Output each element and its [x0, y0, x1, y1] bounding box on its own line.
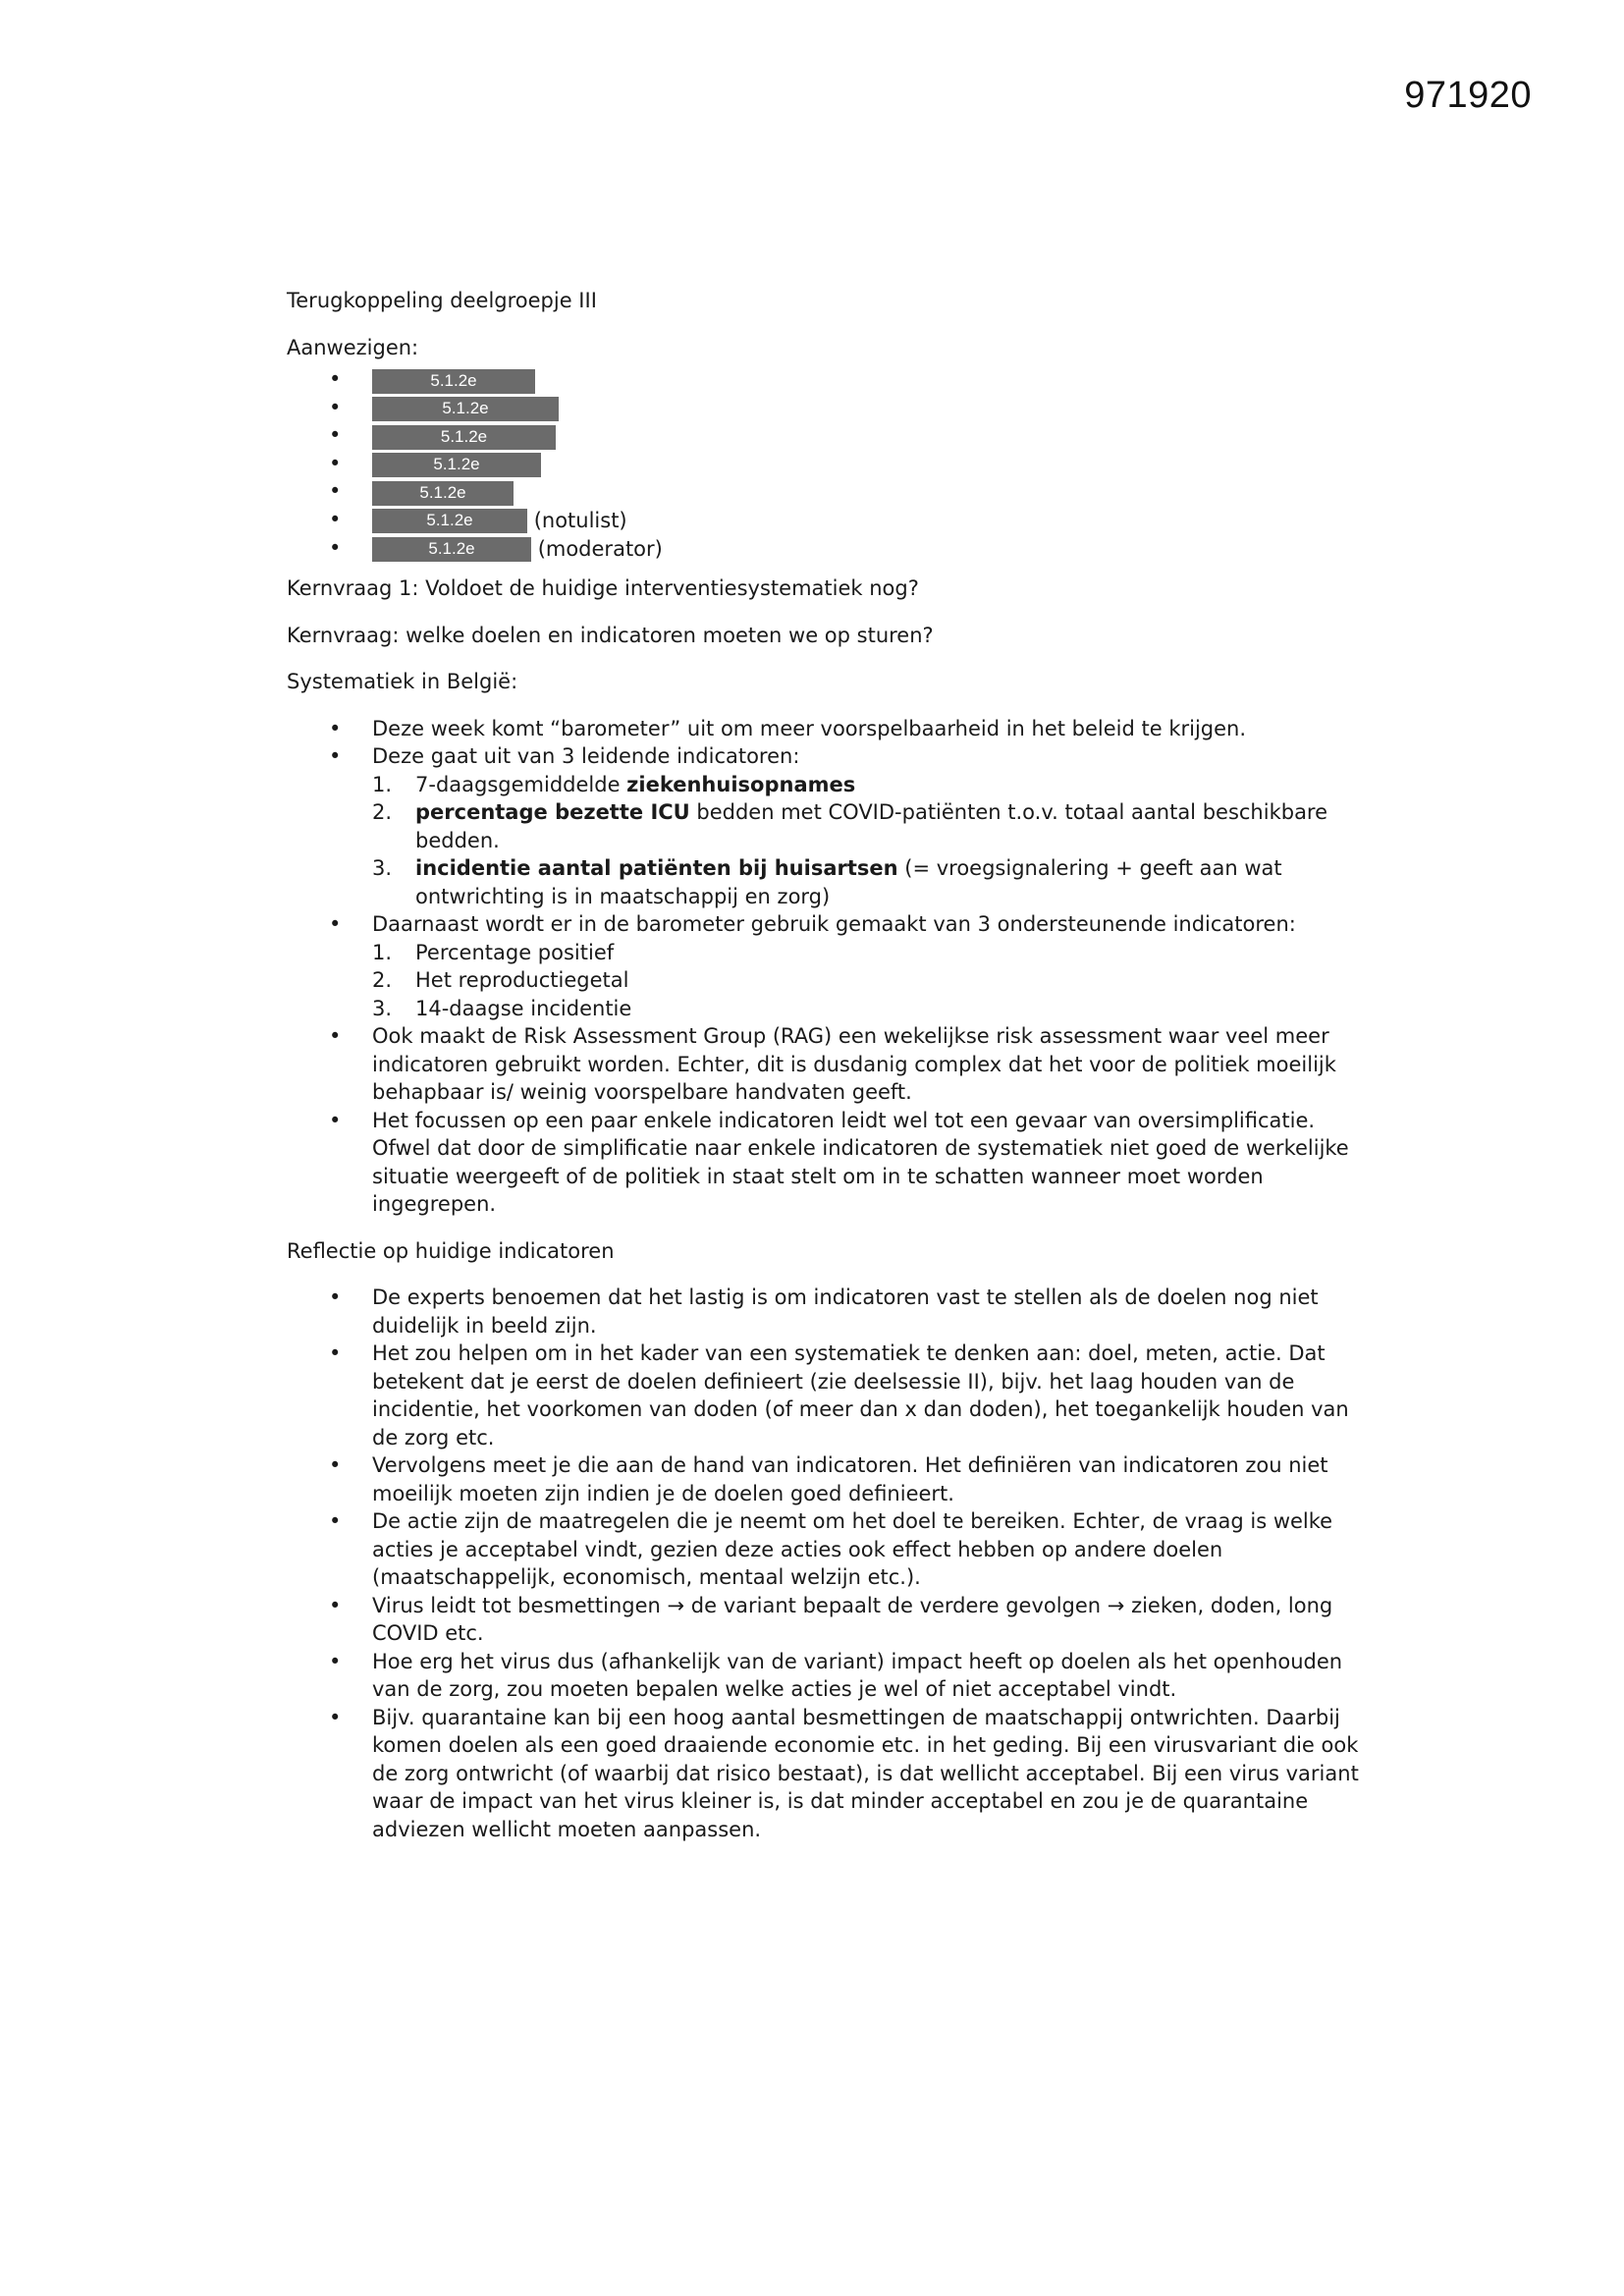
numbered-item: [372, 771, 1367, 799]
reflectie-heading: Reflectie op huidige indicatoren: [287, 1238, 615, 1263]
kernvraag-2: Kernvraag: welke doelen en indicatoren moeten we op sturen?: [287, 623, 934, 647]
attendee-item: [287, 365, 1367, 394]
attendee-role: (notulist): [533, 508, 627, 532]
item-number: 1.: [372, 940, 393, 964]
list-item: • Het zou helpen om in het kader van een systematiek te denken aan: doel, meten, actie. Dat betekent dat je eerst de doelen definieert (zie deelsessie II), bijv. het laag houden van de incidentie, het voorkomen van doden (of meer dan x dan doden), het toegankelijk houden van de zorg etc.: [287, 1339, 1367, 1451]
item-text: bedden met COVID-patiënten t.o.v. totaal aantal beschikbare bedden.: [415, 800, 1328, 852]
list-item-text: Deze gaat uit van 3 leidende indicatoren:: [372, 744, 800, 768]
list-item: [287, 742, 1367, 910]
document-title: Terugkoppeling deelgroepje III: [287, 289, 597, 312]
list-item-text: Deze week komt “barometer” uit om meer voorspelbaarheid in het beleid te krijgen.: [372, 716, 1247, 740]
list-item-text: Ook maakt de Risk Assessment Group (RAG) een wekelijkse risk assessment waar veel meer indicatoren gebruikt worden. Echter, dit is dusdanig complex dat het voor de politiek moeilijk behapbaar is/ weinig voorspelbare handvaten geeft.: [372, 1024, 1336, 1104]
belgie-list: [287, 715, 1367, 1219]
attendee-item: [287, 450, 1367, 478]
list-item-text: Het focussen op een paar enkele indicatoren leidt wel tot een gevaar van oversimplificatie. Ofwel dat door de simplificatie naar enkele indicatoren de systematiek niet goed de werkelijke situatie weergeeft of de politiek in staat stelt om in te schatten wanneer moet worden ingegrepen.: [372, 1108, 1349, 1216]
belgie-heading: Systematiek in België:: [287, 670, 518, 693]
item-number: 3.: [372, 996, 393, 1020]
kernvraag-1: Kernvraag 1: Voldoet de huidige interventiesystematiek nog?: [287, 576, 919, 600]
item-number: 1.: [372, 772, 393, 796]
item-text: (= vroegsignalering + geeft aan wat ontwrichting is in maatschappij en zorg): [415, 856, 1282, 908]
list-item: [287, 1107, 1367, 1219]
supporting-indicators-list: [372, 939, 1367, 1023]
list-item: • De experts benoemen dat het lastig is om indicatoren vast te stellen als de doelen nog niet duidelijk in beeld zijn.: [287, 1284, 1367, 1339]
document-number: 971920: [1404, 75, 1532, 116]
redaction-block: 5.1.2e: [372, 369, 535, 394]
document-body: [287, 287, 1367, 1862]
numbered-item: [372, 939, 1367, 967]
attendee-role: (moderator): [537, 536, 663, 561]
item-bold-text: ziekenhuisopnames: [626, 772, 856, 796]
numbered-item: [372, 854, 1367, 910]
list-item-text: Daarnaast wordt er in de barometer gebruik gemaakt van 3 ondersteunende indicatoren:: [372, 912, 1296, 936]
attendees-list: [287, 365, 1367, 563]
numbered-item: [372, 995, 1367, 1023]
list-item: • De actie zijn de maatregelen die je neemt om het doel te bereiken. Echter, de vraag is welke acties je acceptabel vindt, gezien deze acties ook effect hebben op andere doelen (maatschappelijk, economisch, mentaal welzijn etc.).: [287, 1507, 1367, 1592]
redaction-block: 5.1.2e: [372, 509, 527, 533]
attendee-item: [287, 394, 1367, 422]
redaction-block: 5.1.2e: [372, 537, 531, 562]
item-bold-text: percentage bezette ICU: [415, 800, 690, 824]
item-bold-text: incidentie aantal patiënten bij huisartsen: [415, 856, 898, 880]
numbered-item: [372, 966, 1367, 995]
attendee-item: [287, 534, 1367, 563]
attendee-item: [287, 506, 1367, 534]
attendee-item: [287, 477, 1367, 506]
attendees-label: Aanwezigen:: [287, 335, 419, 359]
item-number: 2.: [372, 800, 393, 824]
item-text: 14-daagse incidentie: [415, 996, 632, 1020]
item-number: 3.: [372, 856, 393, 880]
redaction-block: 5.1.2e: [372, 397, 559, 421]
attendee-item: [287, 421, 1367, 450]
redaction-block: 5.1.2e: [372, 481, 514, 506]
item-text: Het reproductiegetal: [415, 968, 629, 992]
item-text: Percentage positief: [415, 940, 615, 964]
list-item: [287, 1022, 1367, 1107]
item-number: 2.: [372, 968, 393, 992]
list-item: [287, 715, 1367, 743]
list-item: [287, 910, 1367, 1022]
numbered-item: [372, 798, 1367, 854]
item-text: 7-daagsgemiddelde: [415, 772, 627, 796]
list-item: • Vervolgens meet je die aan de hand van indicatoren. Het definiëren van indicatoren zou niet moeilijk moeten zijn indien je de doelen goed definieert.: [287, 1451, 1367, 1507]
leading-indicators-list: [372, 771, 1367, 911]
redaction-block: 5.1.2e: [372, 425, 556, 450]
list-item: • Bijv. quarantaine kan bij een hoog aantal besmettingen de maatschappij ontwrichten. Daarbij komen doelen als een goed draaiende economie etc. in het geding. Bij een virusvariant die ook de zorg ontwricht (of waarbij dat risico bestaat), is dat wellicht acceptabel. Bij een virus variant waar de impact van het virus kleiner is, is dat minder acceptabel en zou je de quarantaine adviezen wellicht moeten aanpassen.: [287, 1704, 1367, 1844]
redaction-block: 5.1.2e: [372, 453, 541, 477]
list-item: • Virus leidt tot besmettingen → de variant bepaalt de verdere gevolgen → zieken, doden, long COVID etc.: [287, 1592, 1367, 1648]
list-item: • Hoe erg het virus dus (afhankelijk van de variant) impact heeft op doelen als het openhouden van de zorg, zou moeten bepalen welke acties je wel of niet acceptabel vindt.: [287, 1648, 1367, 1704]
reflectie-list: [287, 1284, 1367, 1843]
